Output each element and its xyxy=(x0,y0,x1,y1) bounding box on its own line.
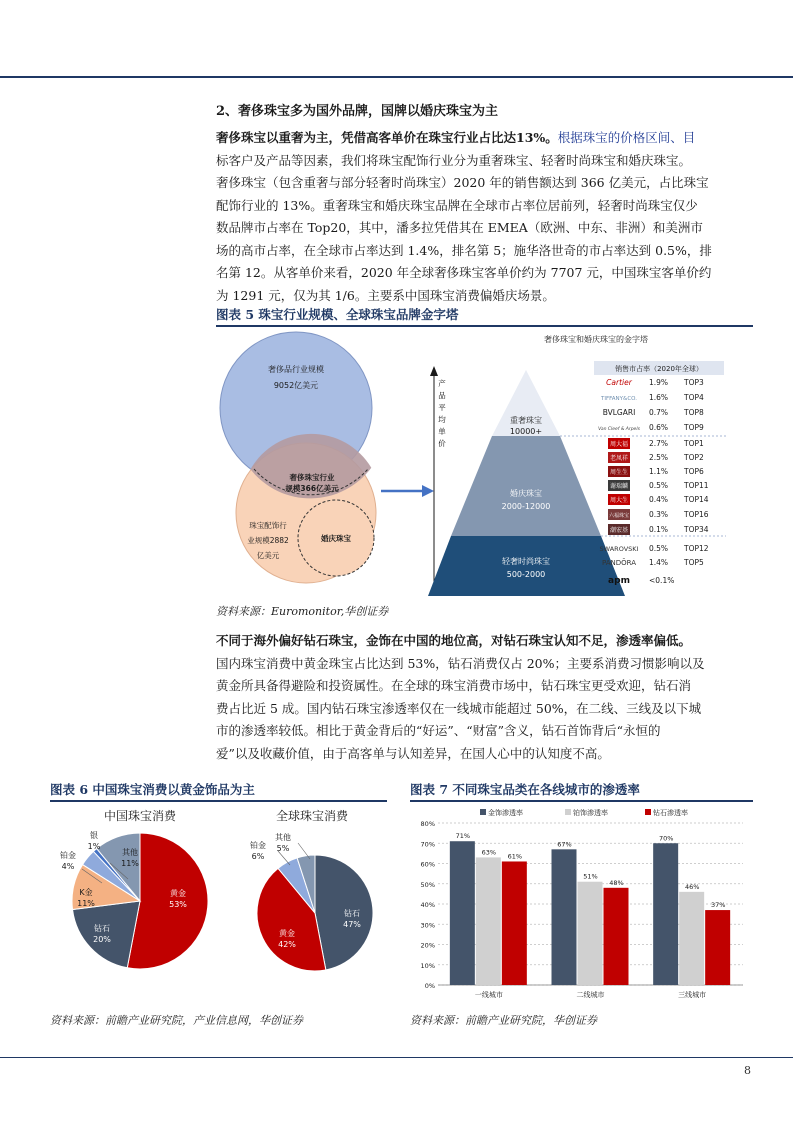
paragraph-line: 爱”以及收藏价值，由于高客单与认知差异，在国人心中的认知度不高。 xyxy=(216,745,610,761)
pie-value-label: 4% xyxy=(61,862,75,871)
figure-6-source: 资料来源：前瞻产业研究院，产业信息网，华创证券 xyxy=(50,1014,303,1027)
svg-text:品: 品 xyxy=(438,391,446,400)
tier-fashion-name: 轻奢时尚珠宝 xyxy=(502,557,550,566)
bar-value-label: 63% xyxy=(481,848,497,857)
tier-wedding-name: 婚庆珠宝 xyxy=(510,489,542,498)
brand-logo: Cartier xyxy=(606,378,632,387)
tier-fashion-range: 500-2000 xyxy=(506,570,546,579)
bar-value-label: 46% xyxy=(684,882,700,891)
y-tick-label: 30% xyxy=(420,921,435,930)
figure-6-rule xyxy=(50,800,387,802)
pie-title: 中国珠宝消费 xyxy=(103,809,177,823)
svg-text:产: 产 xyxy=(438,379,446,388)
brand-rank: TOP12 xyxy=(684,544,709,553)
bar-value-label: 48% xyxy=(609,878,624,887)
brand-share: 0.5% xyxy=(649,544,669,553)
pie-value-label: 11% xyxy=(121,859,139,868)
paragraph-line: 市的渗透率较低。相比于黄金背后的“好运”、“财富”含义，钻石首饰背后“永恒的 xyxy=(216,723,661,738)
pie-value-label: 53% xyxy=(169,900,187,909)
brand-logo: 老凤祥 xyxy=(609,455,629,462)
pyramid-axis-arrow-icon xyxy=(430,366,438,376)
pie-label: 钻石 xyxy=(94,924,110,933)
brand-share: <0.1% xyxy=(649,576,675,585)
page-number: 8 xyxy=(744,1064,751,1077)
y-tick-label: 80% xyxy=(420,820,435,828)
paragraph-luxury xyxy=(216,127,753,307)
figure-7-source: 资料来源：前瞻产业研究院，华创证券 xyxy=(410,1014,597,1027)
legend-label: 金饰渗透率 xyxy=(488,809,523,817)
brand-share: 1.1% xyxy=(649,467,669,476)
bar-value-label: 67% xyxy=(557,840,572,849)
pie-label: K金 xyxy=(79,888,93,897)
brand-rank: TOP2 xyxy=(684,453,704,462)
figure-6-title: 图表 6 中国珠宝消费以黄金饰品为主 xyxy=(50,782,255,797)
pie-leader-line xyxy=(278,851,290,865)
legend-swatch xyxy=(480,809,486,815)
paragraph-line: 费占比近 5 成。国内钻石珠宝渗透率仅在一线城市能超过 50%，在二线、三线及以下城 xyxy=(216,700,702,716)
paragraph-lead: 不同于海外偏好钻石珠宝，金饰在中国的地位高，对钻石珠宝认知不足，渗透率偏低。 xyxy=(216,633,692,648)
legend-label: 钻石渗透率 xyxy=(653,809,688,817)
venn-jewelry-label-3: 亿美元 xyxy=(256,551,280,560)
tier-luxury-name: 重奢珠宝 xyxy=(510,416,542,425)
tier-luxury-range: 10000+ xyxy=(509,427,543,436)
paragraph-line: 数品牌市占率在 Top20，其中，潘多拉凭借其在 EMEA（欧洲、中东、非洲）和美洲市 xyxy=(216,220,703,235)
brand-logo: 周大生 xyxy=(609,497,629,504)
pyramid-bottom-tier xyxy=(428,536,625,596)
brand-rank: TOP3 xyxy=(684,378,704,387)
svg-text:价: 价 xyxy=(438,439,446,448)
pie-label: 其他 xyxy=(275,833,291,842)
brand-logo: PANDŌRA xyxy=(601,559,637,567)
pyramid-title: 奢侈珠宝和婚庆珠宝的金字塔 xyxy=(544,335,648,344)
bar xyxy=(653,843,678,985)
section-heading: 2、奢侈珠宝多为国外品牌，国牌以婚庆珠宝为主 xyxy=(216,104,499,119)
brand-share: 1.4% xyxy=(649,558,669,567)
figure-5-graphic xyxy=(216,328,753,600)
y-tick-label: 10% xyxy=(420,961,435,970)
brand-rank: TOP9 xyxy=(684,423,704,432)
bar xyxy=(705,910,730,985)
bar-value-label: 71% xyxy=(455,832,471,841)
brand-logo: 周大福 xyxy=(609,441,629,448)
svg-text:均: 均 xyxy=(438,415,446,424)
bar xyxy=(502,861,527,985)
brand-share: 0.1% xyxy=(649,525,669,534)
bar-value-label: 51% xyxy=(583,872,598,881)
tier-wedding-range: 2000-12000 xyxy=(501,502,551,511)
figure-7-bar-chart xyxy=(410,803,753,1008)
bar xyxy=(679,892,704,985)
brand-logo: apm xyxy=(608,576,630,586)
venn-jewelry-label-1: 珠宝配饰行 xyxy=(249,521,287,530)
bar xyxy=(578,882,603,985)
paragraph-line: 根据珠宝的价格区间、目 xyxy=(557,130,696,145)
brand-share: 0.5% xyxy=(649,481,669,490)
pie-value-label: 42% xyxy=(278,940,296,949)
pie-title: 全球珠宝消费 xyxy=(275,809,349,823)
paragraph-line: 场的高市占率，在全球市占率达到 1.4%，排名第 5；施华洛世奇的市占率达到 0.5%，排 xyxy=(216,242,712,258)
venn-big-label: 奢侈品行业规模 xyxy=(268,365,324,374)
venn-wedding-label: 婚庆珠宝 xyxy=(321,534,351,543)
brand-rank: TOP4 xyxy=(684,393,704,402)
venn-jewelry-label-2: 业规模2882 xyxy=(247,536,289,545)
legend-swatch xyxy=(565,809,571,815)
paragraph-line: 为 1291 元，仅为其 1/6。主要系中国珠宝消费偏婚庆场景。 xyxy=(216,287,555,303)
figure-7-rule xyxy=(410,800,753,802)
pie-label: 铂金 xyxy=(250,841,266,850)
pie-label: 钻石 xyxy=(344,909,360,918)
brand-share: 0.6% xyxy=(649,423,669,432)
x-tick-label: 三线城市 xyxy=(678,991,707,999)
pie-value-label: 1% xyxy=(87,842,101,851)
y-tick-label: 60% xyxy=(420,860,435,869)
venn-big-value: 9052亿美元 xyxy=(273,381,319,390)
bar xyxy=(604,888,629,985)
bar-value-label: 61% xyxy=(507,852,523,861)
figure-5-rule xyxy=(216,325,753,327)
pie-value-label: 11% xyxy=(77,899,95,908)
figure-7-title: 图表 7 不同珠宝品类在各线城市的渗透率 xyxy=(410,782,640,797)
y-tick-label: 40% xyxy=(420,901,435,909)
pie-value-label: 6% xyxy=(251,852,265,861)
brand-share: 1.6% xyxy=(649,393,669,402)
bar-value-label: 70% xyxy=(658,834,674,843)
brand-rank: TOP11 xyxy=(684,481,709,490)
bar xyxy=(476,857,501,985)
svg-text:平: 平 xyxy=(438,403,446,412)
svg-text:单: 单 xyxy=(438,427,446,436)
brand-logo: BVLGARI xyxy=(602,408,636,417)
brand-rank: TOP34 xyxy=(684,525,709,534)
brand-rank: TOP8 xyxy=(684,408,704,417)
bar-value-label: 37% xyxy=(710,901,726,910)
brand-logo: 周生生 xyxy=(609,469,629,476)
pie-label: 铂金 xyxy=(60,851,76,860)
paragraph-line: 黄金所具备得避险和投资属性。在全球的珠宝消费市场中，钻石珠宝更受欢迎，钻石消 xyxy=(216,678,692,693)
pie-value-label: 5% xyxy=(276,844,290,853)
paragraph-line: 名第 12。从客单价来看，2020 年全球奢侈珠宝客单价约为 7707 元，中国珠宝客单价约 xyxy=(216,265,712,280)
paragraph-line: 国内珠宝消费中黄金珠宝占比达到 53%，钻石消费仅占 20%；主要系消费习惯影响以及 xyxy=(216,655,705,671)
brand-share: 2.7% xyxy=(649,439,669,448)
y-tick-label: 70% xyxy=(420,840,435,849)
brand-logo: Van Cleef & Arpels xyxy=(598,427,640,432)
bar xyxy=(552,849,577,985)
bar xyxy=(450,841,475,985)
venn-overlap-value: 规模366亿美元 xyxy=(285,484,339,493)
brand-table-header-text: 销售市占率（2020年全球） xyxy=(615,365,703,373)
paragraph-diamond xyxy=(216,630,753,765)
pie-label: 其他 xyxy=(122,848,138,857)
arrow-icon xyxy=(422,485,434,497)
brand-logo: 六福珠宝 xyxy=(608,513,630,519)
paragraph-lead: 奢侈珠宝以重奢为主，凭借高客单价在珠宝行业占比达13%。 xyxy=(216,130,558,145)
x-tick-label: 二线城市 xyxy=(576,991,605,999)
brand-rank: TOP16 xyxy=(684,510,709,519)
pie-label: 黄金 xyxy=(170,889,186,898)
y-tick-label: 50% xyxy=(420,880,435,889)
brand-logo: 谢瑞麟 xyxy=(609,483,629,490)
venn-overlap-label: 奢侈珠宝行业 xyxy=(289,473,335,482)
x-tick-label: 一线城市 xyxy=(474,991,503,999)
pie-value-label: 47% xyxy=(343,920,361,929)
brand-rank: TOP6 xyxy=(684,467,704,476)
paragraph-line: 配饰行业的 13%。重奢珠宝和婚庆珠宝品牌在全球市占率位居前列，轻奢时尚珠宝仅少 xyxy=(216,197,698,213)
brand-share: 2.5% xyxy=(649,453,669,462)
brand-logo: SWAROVSKI xyxy=(599,545,639,553)
brand-share: 0.3% xyxy=(649,510,669,519)
brand-share: 0.7% xyxy=(649,408,669,417)
brand-rank: TOP5 xyxy=(684,558,704,567)
brand-rank: TOP1 xyxy=(684,439,704,448)
y-tick-label: 20% xyxy=(420,941,435,950)
brand-logo: 潮宏基 xyxy=(609,527,629,534)
figure-6-pies xyxy=(50,803,387,1008)
footer-rule xyxy=(0,1057,793,1058)
brand-logo: TIFFANY&CO. xyxy=(600,396,638,402)
brand-share: 0.4% xyxy=(649,495,669,504)
brand-rank: TOP14 xyxy=(684,495,709,504)
legend-swatch xyxy=(645,809,651,815)
pie-label: 银 xyxy=(90,831,98,840)
paragraph-line: 奢侈珠宝（包含重奢与部分轻奢时尚珠宝）2020 年的销售额达到 366 亿美元，占比珠宝 xyxy=(216,175,709,190)
y-tick-label: 0% xyxy=(424,982,435,990)
paragraph-line: 标客户及产品等因素，我们将珠宝配饰行业分为重奢珠宝、轻奢时尚珠宝和婚庆珠宝。 xyxy=(216,152,692,168)
pie-value-label: 20% xyxy=(93,935,111,944)
legend-label: 铂饰渗透率 xyxy=(573,809,608,817)
pie-label: 黄金 xyxy=(279,929,295,938)
figure-5-source: 资料来源：Euromonitor,华创证券 xyxy=(216,605,389,618)
brand-share: 1.9% xyxy=(649,378,669,387)
header-rule xyxy=(0,76,793,78)
figure-5-title: 图表 5 珠宝行业规模、全球珠宝品牌金字塔 xyxy=(216,307,459,322)
